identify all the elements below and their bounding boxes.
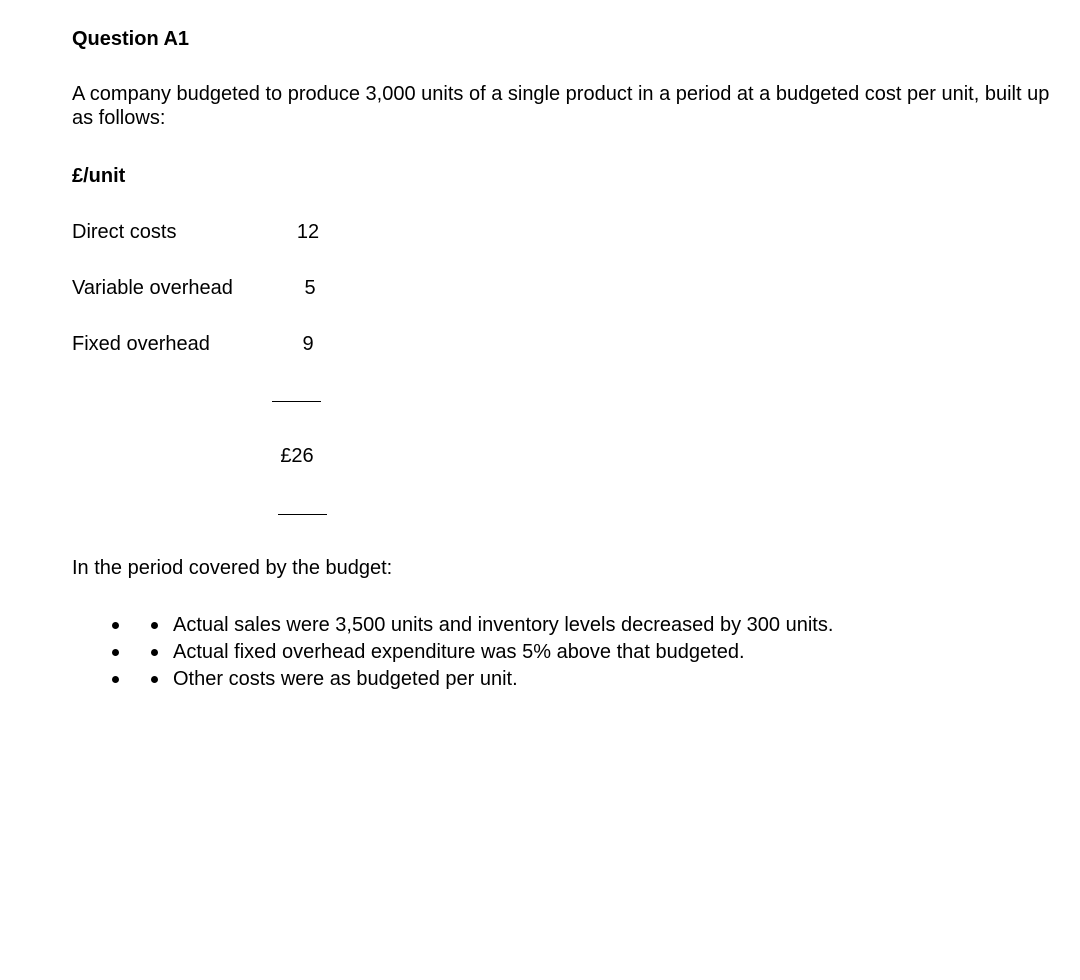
bullet-icon	[151, 649, 158, 656]
bullet-text: Actual sales were 3,500 units and inventory levels decreased by 300 units.	[173, 614, 834, 636]
bullet-icon	[112, 676, 119, 683]
period-intro: In the period covered by the budget:	[72, 557, 393, 579]
total-value: £26	[280, 445, 314, 467]
bullet-icon	[151, 676, 158, 683]
intro-paragraph: A company budgeted to produce 3,000 units of a single product in a period at a budgeted cost per unit, built up as follows:	[72, 83, 1050, 129]
total-rule	[278, 514, 327, 515]
unit-header: £/unit	[72, 165, 126, 187]
fixed-overhead-label: Fixed overhead	[72, 333, 210, 355]
fixed-overhead-value: 9	[302, 333, 314, 355]
direct-costs-value: 12	[296, 221, 320, 243]
bullet-text: Other costs were as budgeted per unit.	[173, 668, 518, 690]
variable-overhead-label: Variable overhead	[72, 277, 233, 299]
subtotal-rule	[272, 401, 321, 402]
question-title: Question A1	[72, 28, 190, 50]
bullet-icon	[112, 649, 119, 656]
bullet-text: Actual fixed overhead expenditure was 5% above that budgeted.	[173, 641, 745, 663]
direct-costs-label: Direct costs	[72, 221, 177, 243]
bullet-icon	[151, 622, 158, 629]
variable-overhead-value: 5	[304, 277, 316, 299]
bullet-icon	[112, 622, 119, 629]
